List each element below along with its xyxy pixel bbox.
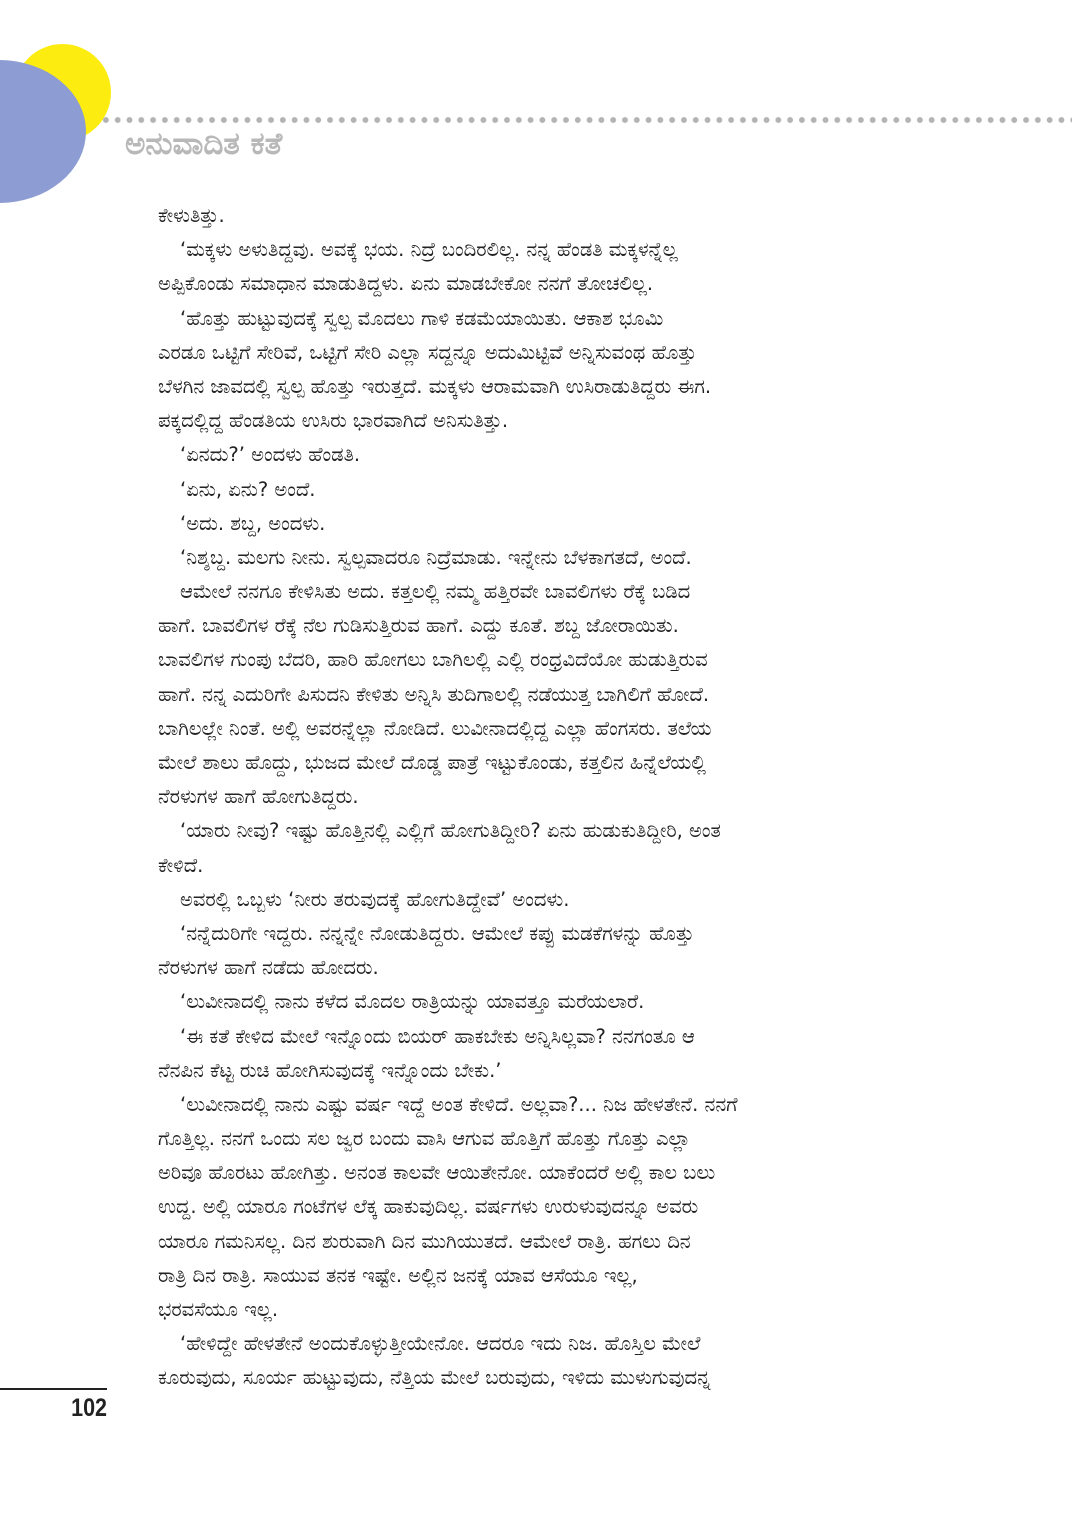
text-line: ಎರಡೂ ಒಟ್ಟಿಗೆ ಸೇರಿವೆ, ಒಟ್ಟಿಗೆ ಸೇರಿ ಎಲ್ಲಾ ಸದ್ದನ್ನೂ ಅದುಮಿಟ್ಟಿವೆ ಅನ್ನಿಸುವಂಥ ಹೊತ್ತು (158, 340, 697, 364)
text-line: ‘ನನ್ನೆದುರಿಗೇ ಇದ್ದರು. ನನ್ನನ್ನೇ ನೋಡುತಿದ್ದರು. ಆಮೇಲೆ ಕಪ್ಪು ಮಡಕೆಗಳನ್ನು ಹೊತ್ತು (180, 921, 695, 945)
text-line: ಹಾಗೆ. ಬಾವಲಿಗಳ ರೆಕ್ಕೆ ನೆಲ ಗುಡಿಸುತ್ತಿರುವ ಹಾಗೆ. ಎದ್ದು ಕೂತೆ. ಶಬ್ದ ಜೋರಾಯಿತು. (158, 614, 679, 638)
text-line: ರಾತ್ರಿ ದಿನ ರಾತ್ರಿ. ಸಾಯುವ ತನಕ ಇಷ್ಟೇ. ಅಲ್ಲಿನ ಜನಕ್ಕೆ ಯಾವ ಆಸೆಯೂ ಇಲ್ಲ, (158, 1263, 638, 1287)
text-line: ನೆರಳುಗಳ ಹಾಗೆ ನಡೆದು ಹೋದರು. (158, 956, 379, 980)
text-line: ಬಾವಲಿಗಳ ಗುಂಪು ಬೆದರಿ, ಹಾರಿ ಹೋಗಲು ಬಾಗಿಲಲ್ಲಿ ಎಲ್ಲಿ ರಂಧ್ರವಿದೆಯೋ ಹುಡುತ್ತಿರುವ (158, 648, 708, 672)
text-line: ‘ಯಾರು ನೀವು? ಇಷ್ಟು ಹೊತ್ತಿನಲ್ಲಿ ಎಲ್ಲಿಗೆ ಹೋಗುತಿದ್ದೀರಿ? ಏನು ಹುಡುಕುತಿದ್ದೀರಿ, ಅಂತ (180, 819, 721, 843)
story-text (158, 199, 903, 1396)
text-line: ಭರವಸೆಯೂ ಇಲ್ಲ. (158, 1298, 279, 1321)
text-line: ‘ನಿಶ್ಶಬ್ದ. ಮಲಗು ನೀನು. ಸ್ವಲ್ಪವಾದರೂ ನಿದ್ರೆಮಾಡು. ಇನ್ನೇನು ಬೆಳಕಾಗತದೆ, ಅಂದೆ. (180, 545, 692, 569)
text-line: ಬೆಳಗಿನ ಜಾವದಲ್ಲಿ ಸ್ವಲ್ಪ ಹೊತ್ತು ಇರುತ್ತದೆ. ಮಕ್ಕಳು ಆರಾಮವಾಗಿ ಉಸಿರಾಡುತಿದ್ದರು ಈಗ. (158, 374, 712, 398)
text-line: ನೆರಳುಗಳ ಹಾಗೆ ಹೋಗುತಿದ್ದರು. (158, 785, 359, 809)
text-line: ‘ಲುವೀನಾದಲ್ಲಿ ನಾನು ಕಳೆದ ಮೊದಲ ರಾತ್ರಿಯನ್ನು ಯಾವತ್ತೂ ಮರೆಯಲಾರೆ. (180, 990, 645, 1014)
text-line: ಯಾರೂ ಗಮನಿಸಲ್ಲ. ದಿನ ಶುರುವಾಗಿ ದಿನ ಮುಗಿಯುತದೆ. ಆಮೇಲೆ ರಾತ್ರಿ. ಹಗಲು ದಿನ (158, 1229, 691, 1253)
text-line: ಉದ್ದ. ಅಲ್ಲಿ ಯಾರೂ ಗಂಟೆಗಳ ಲೆಕ್ಕ ಹಾಕುವುದಿಲ್ಲ. ವರ್ಷಗಳು ಉರುಳುವುದನ್ನೂ ಅವರು (158, 1195, 699, 1219)
text-line: ‘ಲುವೀನಾದಲ್ಲಿ ನಾನು ಎಷ್ಟು ವರ್ಷ ಇದ್ದೆ ಅಂತ ಕೇಳಿದೆ. ಅಲ್ಲವಾ?... ನಿಜ ಹೇಳತೇನೆ. ನನಗೆ (180, 1092, 738, 1116)
text-line: ಮೇಲೆ ಶಾಲು ಹೊದ್ದು, ಭುಜದ ಮೇಲೆ ದೊಡ್ಡ ಪಾತ್ರೆ ಇಟ್ಟುಕೊಂಡು, ಕತ್ತಲಿನ ಹಿನ್ನೆಲೆಯಲ್ಲಿ (158, 751, 706, 774)
text-line: ಅವರಲ್ಲಿ ಒಬ್ಬಳು ‘ನೀರು ತರುವುದಕ್ಕೆ ಹೋಗುತಿದ್ದೇವೆ’ ಅಂದಳು. (180, 887, 570, 911)
text-line: ಆಮೇಲೆ ನನಗೂ ಕೇಳಿಸಿತು ಅದು. ಕತ್ತಲಲ್ಲಿ ನಮ್ಮ ಹತ್ತಿರವೇ ಬಾವಲಿಗಳು ರೆಕ್ಕೆ ಬಡಿದ (180, 580, 691, 604)
text-line: ಪಕ್ಕದಲ್ಲಿದ್ದ ಹೆಂಡತಿಯ ಉಸಿರು ಭಾರವಾಗಿದೆ ಅನಿಸುತಿತ್ತು. (158, 409, 509, 433)
text-line: ಕೇಳಿದೆ. (158, 853, 204, 877)
text-line: ‘ಹೊತ್ತು ಹುಟ್ಟುವುದಕ್ಕೆ ಸ್ವಲ್ಪ ಮೊದಲು ಗಾಳಿ ಕಡಮೆಯಾಯಿತು. ಆಕಾಶ ಭೂಮಿ (180, 306, 664, 330)
section-title: ಅನುವಾದಿತ ಕತೆ (125, 126, 283, 162)
text-line: ಕೂರುವುದು, ಸೂರ್ಯ ಹುಟ್ಟುವುದು, ನೆತ್ತಿಯ ಮೇಲೆ ಬರುವುದು, ಇಳಿದು ಮುಳುಗುವುದನ್ನ (158, 1366, 711, 1390)
text-line: ಅಪ್ಪಿಕೊಂಡು ಸಮಾಧಾನ ಮಾಡುತಿದ್ದಳು. ಏನು ಮಾಡಬೇಕೋ ನನಗೆ ತೋಚಲಿಲ್ಲ. (158, 272, 654, 296)
text-line: ನೆನಪಿನ ಕೆಟ್ಟ ರುಚಿ ಹೋಗಿಸುವುದಕ್ಕೆ ಇನ್ನೊಂದು ಬೇಕು.’ (158, 1058, 502, 1082)
text-line: ‘ಹೇಳಿದ್ದೇ ಹೇಳತೇನೆ ಅಂದುಕೊಳ್ಳುತ್ತೀಯೇನೋ. ಆದರೂ ಇದು ನಿಜ. ಹೊಸ್ತಿಲ ಮೇಲೆ (180, 1332, 701, 1356)
text-line: ಬಾಗಿಲಲ್ಲೇ ನಿಂತೆ. ಅಲ್ಲಿ ಅವರನ್ನೆಲ್ಲಾ ನೋಡಿದೆ. ಲುವೀನಾದಲ್ಲಿದ್ದ ಎಲ್ಲಾ ಹೆಂಗಸರು. ತಲೆಯ (158, 716, 712, 740)
text-line: ‘ಮಕ್ಕಳು ಅಳುತಿದ್ದವು. ಅವಕ್ಕೆ ಭಯ. ನಿದ್ರೆ ಬಂದಿರಲಿಲ್ಲ. ನನ್ನ ಹೆಂಡತಿ ಮಕ್ಕಳನ್ನೆಲ್ಲ (180, 238, 678, 262)
page-number-rule (0, 1388, 107, 1390)
text-line: ‘ಏನದು?’ ಅಂದಳು ಹೆಂಡತಿ. (180, 443, 361, 467)
dotted-divider (100, 116, 1072, 124)
text-line: ಗೊತ್ತಿಲ್ಲ. ನನಗೆ ಒಂದು ಸಲ ಜ್ವರ ಬಂದು ವಾಸಿ ಆಗುವ ಹೊತ್ತಿಗೆ ಹೊತ್ತು ಗೊತ್ತು ಎಲ್ಲಾ (158, 1127, 691, 1151)
text-line: ‘ಅದು. ಶಬ್ದ, ಅಂದಳು. (180, 511, 326, 535)
page-number: 102 (71, 1394, 107, 1422)
text-line: ‘ಈ ಕತೆ ಕೇಳಿದ ಮೇಲೆ ಇನ್ನೊಂದು ಬಿಯರ್ ಹಾಕಬೇಕು ಅನ್ನಿಸಿಲ್ಲವಾ? ನನಗಂತೂ ಆ (180, 1024, 695, 1048)
text-line: ‘ಏನು, ಏನು? ಅಂದೆ. (180, 477, 316, 501)
text-line: ಕೇಳುತಿತ್ತು. (158, 204, 225, 227)
text-line: ಹಾಗೆ. ನನ್ನ ಎದುರಿಗೇ ಪಿಸುದನಿ ಕೇಳಿತು ಅನ್ನಿಸಿ ತುದಿಗಾಲಲ್ಲಿ ನಡೆಯುತ್ತ ಬಾಗಿಲಿಗೆ ಹೋದೆ. (158, 682, 710, 706)
text-line: ಅರಿವೂ ಹೊರಟು ಹೋಗಿತ್ತು. ಅನಂತ ಕಾಲವೇ ಆಯಿತೇನೋ. ಯಾಕೆಂದರೆ ಅಲ್ಲಿ ಕಾಲ ಬಲು (158, 1161, 716, 1185)
